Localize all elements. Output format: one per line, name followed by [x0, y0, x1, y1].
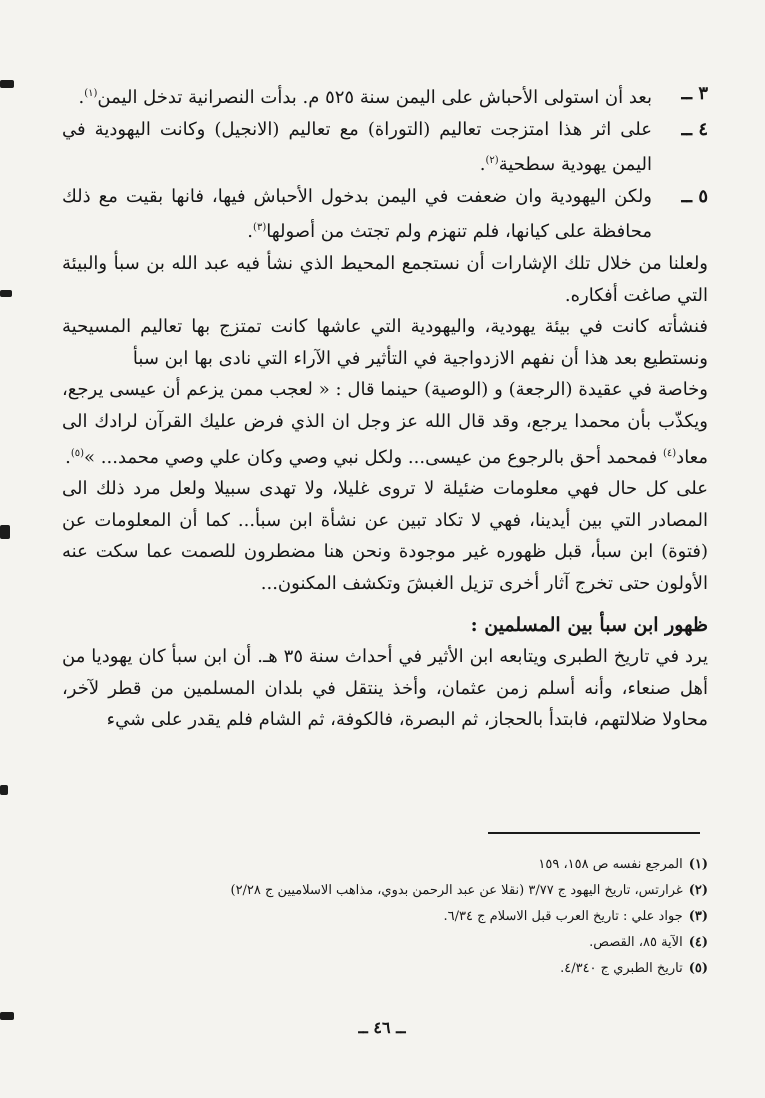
- paragraph: وخاصة في عقيدة (الرجعة) و (الوصية) حينما قال : « لعجب ممن يزعم أن عيسى يرجع، ويكذّب بأن محمدا يرجع، وقد قال الله عز وجل ان الذي فرض عليك القرآن لرادك الى معاد$^{(٤)}$ فمحمد أحق بالرجوع من عيسى... ولكل نبي وصي وكان علي وصي محمد... »$^{(٥)}$.: [62, 379, 708, 468]
- scan-mark: [0, 80, 14, 88]
- page-number: ــ ٤٦ ــ: [358, 1018, 406, 1037]
- list-text: على اثر هذا امتزجت تعاليم (التوراة) مع تعاليم (الانجيل) وكانت اليهودية في اليمن يهودية سطحية$^{(٢)}$.: [62, 118, 652, 176]
- scan-mark: [0, 1012, 14, 1020]
- footnote: (٤)الآية ٨٥، القصص.: [589, 935, 708, 950]
- footnote-ref: (٢): [485, 155, 499, 167]
- footnote-ref: (٤): [662, 447, 677, 459]
- footnote-divider: [488, 832, 700, 834]
- footnote-ref: (٣): [253, 222, 267, 234]
- paragraph: ولعلنا من خلال تلك الإشارات أن نستجمع المحيط الذي نشأ فيه عبد الله بن سبأ والبيئة التي صاغت أفكاره.: [62, 252, 708, 306]
- list-item: [62, 78, 708, 114]
- footnote-ref: (٥): [70, 447, 85, 459]
- footnote-ref: (١): [84, 88, 98, 99]
- scan-mark: [0, 290, 12, 297]
- list-item: [62, 114, 708, 181]
- scan-mark: [0, 525, 10, 539]
- section-heading: ظهور ابن سبأ بين المسلمين :: [470, 613, 708, 636]
- paragraph: فنشأته كانت في بيئة يهودية، واليهودية التي عاشها كانت تمتزج بها تعاليم المسيحية ونستطيع بعد هذا أن نفهم الازدواجية في التأثير في الآراء التي نادى بها ابن سبأ: [62, 316, 708, 369]
- list-text: ولكن اليهودية وان ضعفت في اليمن بدخول الأحباش فيها، فانها بقيت مع ذلك محافظة على كيانها، فلم تنهزم ولم تجتث من أصولها$^{(٣)}$.: [62, 185, 652, 243]
- main-text: [62, 78, 708, 736]
- list-item: [62, 181, 708, 248]
- list-number: ٣ ــ: [681, 83, 708, 104]
- footnote: (١)المرجع نفسه ص ١٥٨، ١٥٩: [538, 857, 708, 872]
- scan-mark: [0, 785, 8, 795]
- list-number: ٤ ــ: [681, 118, 708, 140]
- footnotes: [130, 852, 708, 982]
- paragraph: يرد في تاريخ الطبرى ويتابعه ابن الأثير في أحداث سنة ٣٥ هـ. أن ابن سبأ كان يهوديا من أهل صنعاء، وأنه أسلم زمن عثمان، وأخذ ينتقل في بلدان المسلمين من قطر لآخر، محاولا ضلالتهم، فابتدأ بالحجاز، ثم البصرة، فالكوفة، ثم الشام فلم يقدر على شيء: [62, 646, 708, 731]
- paragraph: على كل حال فهي معلومات ضئيلة لا تروى غليلا، ولا تهدى سبيلا ولعل مرد ذلك الى المصادر التي بين أيدينا، فهي لا تكاد تبين عن نشأة ابن سبأ... كما أن المعلومات عن (فتوة) ابن سبأ، قبل ظهوره غير موجودة ونحن هنا مضطرون للصمت عما سكت عنه الأولون حتى تخرج آثار أخرى تزيل الغبشَ وتكشف المكنون...: [62, 478, 708, 594]
- footnote: (٣)جواد علي : تاريخ العرب قبل الاسلام ج ٦/٣٤.: [443, 909, 708, 924]
- footnote: (٢)غرارتس، تاريخ اليهود ج ٣/٧٧ (نقلا عن عبد الرحمن بدوي، مذاهب الاسلاميين ج ٢/٢٨): [230, 883, 708, 898]
- list-number: ٥ ــ: [681, 185, 708, 207]
- list-text: بعد أن استولى الأحباش على اليمن سنة ٥٢٥ م. بدأت النصرانية تدخل اليمن$^{(١)}$.: [78, 87, 652, 108]
- footnote: (٥)تاريخ الطبري ج ٤/٣٤٠.: [560, 961, 708, 976]
